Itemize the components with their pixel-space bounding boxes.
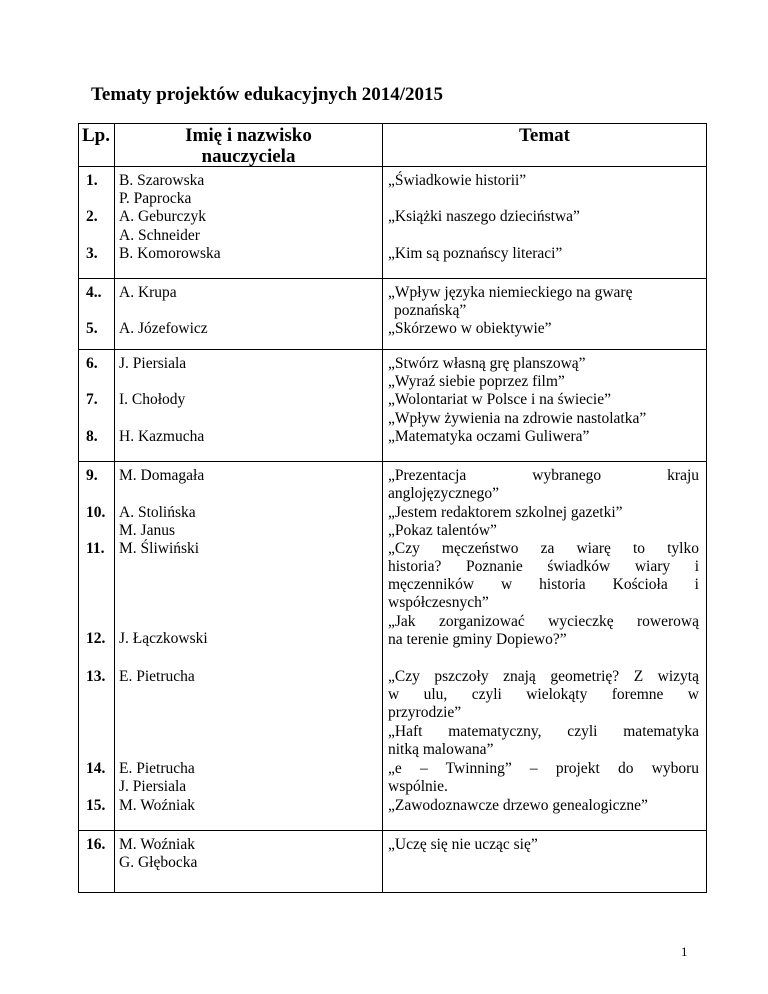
topic-line: „Stwórz własną grę planszową”	[388, 355, 586, 372]
column-divider-teacher	[382, 123, 383, 893]
teacher-name: G. Głębocka	[119, 854, 198, 871]
teacher-name: J. Łączkowski	[119, 630, 208, 647]
row-separator	[78, 278, 707, 279]
topic-line: współczesnych”	[388, 594, 489, 611]
row-number: 16.	[86, 836, 106, 853]
row-number: 13.	[86, 668, 106, 685]
teacher-name: A. Schneider	[119, 227, 200, 244]
topic-line: na terenie gminy Dopiewo?”	[388, 631, 567, 648]
row-separator	[78, 461, 707, 462]
topic-line: „Pokaz talentów”	[388, 522, 497, 539]
table-border-bottom	[78, 892, 707, 893]
teacher-name: I. Chołody	[119, 391, 186, 408]
teacher-name: J. Piersiala	[119, 778, 187, 795]
teacher-name: M. Śliwiński	[119, 540, 200, 557]
row-number: 1.	[86, 172, 98, 189]
row-number: 15.	[86, 797, 106, 814]
topic-line: męczenników w historia Kościoła i	[388, 576, 699, 593]
topic-line: poznańską”	[394, 302, 467, 319]
row-number: 6.	[86, 355, 98, 372]
topic-line: „Prezentacja wybranego kraju	[388, 467, 699, 484]
topic-line: „Świadkowie historii”	[388, 172, 527, 189]
teacher-name: M. Woźniak	[119, 836, 195, 853]
teacher-name: B. Szarowska	[119, 172, 205, 189]
table-border-top	[78, 123, 707, 124]
topic-line: „e – Twinning” – projekt do wyboru	[388, 760, 699, 777]
teacher-name: H. Kazmucha	[119, 428, 205, 445]
page-number: 1	[681, 944, 688, 959]
row-number: 2.	[86, 208, 98, 225]
topic-line: „Wolontariat w Polsce i na świecie”	[388, 391, 611, 408]
row-number: 9.	[86, 467, 98, 484]
table-border-right	[706, 123, 707, 893]
row-number: 10.	[86, 504, 106, 521]
topic-line: „Kim są poznańscy literaci”	[388, 245, 563, 262]
teacher-name: A. Krupa	[119, 284, 177, 301]
topic-line: anglojęzycznego”	[388, 485, 500, 502]
row-number: 8.	[86, 428, 98, 445]
teacher-name: M. Domagała	[119, 467, 205, 484]
teacher-name: M. Janus	[119, 522, 175, 539]
topic-line: nitką malowana”	[388, 741, 494, 758]
page-title: Tematy projektów edukacyjnych 2014/2015	[91, 84, 444, 105]
topic-line: „Wyraź siebie poprzez film”	[388, 373, 565, 390]
topic-line: w ulu, czyli wielokąty foremne w	[388, 686, 699, 703]
topic-line: „Haft matematyczny, czyli matematyka	[388, 723, 699, 740]
topic-line: „Uczę się nie ucząc się”	[388, 836, 538, 853]
header-teacher-line2: nauczyciela	[201, 146, 296, 167]
table-border-left	[78, 123, 79, 893]
row-number: 11.	[86, 540, 105, 557]
header-teacher-line1: Imię i nazwisko	[185, 125, 312, 146]
row-separator	[78, 830, 707, 831]
topic-line: „Matematyka oczami Guliwera”	[388, 428, 590, 445]
topic-line: „Książki naszego dzieciństwa”	[388, 208, 580, 225]
topic-line: historia? Poznanie świadków wiary i	[388, 558, 699, 575]
teacher-name: M. Woźniak	[119, 797, 195, 814]
teacher-name: A. Stolińska	[119, 504, 196, 521]
topic-line: „Wpływ języka niemieckiego na gwarę	[388, 284, 633, 301]
teacher-name: J. Piersiala	[119, 355, 187, 372]
teacher-name: E. Pietrucha	[119, 760, 195, 777]
topic-line: „Czy męczeństwo za wiarę to tylko	[388, 540, 699, 557]
topic-line: „Skórzewo w obiektywie”	[388, 320, 552, 337]
row-number: 4..	[86, 284, 102, 301]
header-topic: Temat	[518, 125, 571, 146]
topic-line: „Zawodoznawcze drzewo genealogiczne”	[388, 797, 648, 814]
row-number: 7.	[86, 391, 98, 408]
column-divider-lp	[114, 123, 115, 893]
topic-line: wspólnie.	[388, 778, 448, 795]
row-number: 12.	[86, 630, 106, 647]
teacher-name: B. Komorowska	[119, 245, 221, 262]
teacher-name: E. Pietrucha	[119, 668, 195, 685]
teacher-name: A. Geburczyk	[119, 208, 206, 225]
teacher-name: A. Józefowicz	[119, 320, 208, 337]
topic-line: „Wpływ żywienia na zdrowie nastolatka”	[388, 410, 647, 427]
teacher-name: P. Paprocka	[119, 190, 192, 207]
row-number: 14.	[86, 760, 106, 777]
topic-line: „Jestem redaktorem szkolnej gazetki”	[388, 504, 623, 521]
topic-line: „Jak zorganizować wycieczkę rowerową	[388, 613, 699, 630]
topic-line: „Czy pszczoły znają geometrię? Z wizytą	[388, 668, 699, 685]
row-number: 5.	[86, 320, 98, 337]
topic-line: przyrodzie”	[388, 704, 462, 721]
header-lp: Lp.	[82, 125, 110, 146]
projects-table	[78, 123, 707, 893]
row-number: 3.	[86, 245, 98, 262]
row-separator	[78, 349, 707, 350]
